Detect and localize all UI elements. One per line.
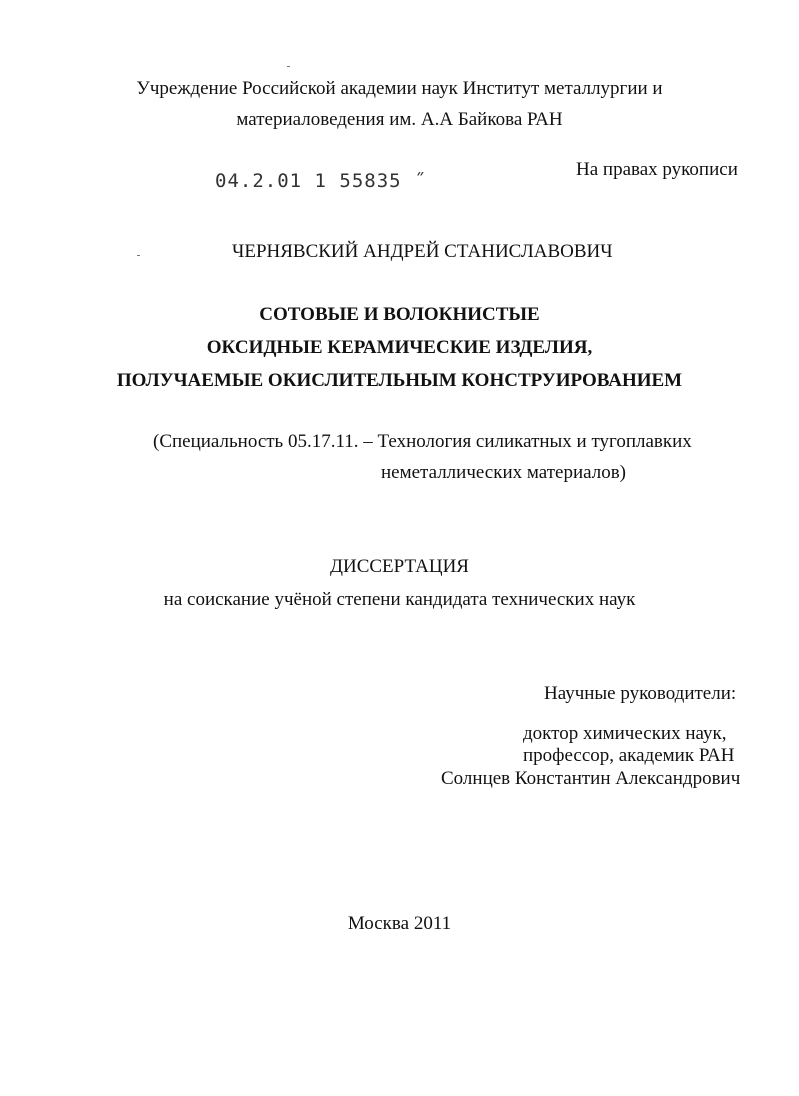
manuscript-rights-note: На правах рукописи: [576, 159, 738, 180]
specialty-line-1: (Специальность 05.17.11. – Технология силикатных и тугоплавких: [153, 431, 692, 452]
supervisor-degree: доктор химических наук,: [523, 723, 727, 744]
city-year: Москва 2011: [347, 913, 452, 934]
dissertation-title-line-2: ОКСИДНЫЕ КЕРАМИЧЕСКИЕ ИЗДЕЛИЯ,: [206, 337, 593, 358]
degree-statement: на соискание учёной степени кандидата технических наук: [163, 589, 636, 610]
institution-line-2: материаловедения им. А.А Байкова РАН: [236, 109, 563, 130]
registration-stamp: 04.2.01 1 55835 ˝: [215, 170, 427, 192]
author-name: ЧЕРНЯВСКИЙ АНДРЕЙ СТАНИСЛАВОВИЧ: [232, 241, 613, 262]
supervisor-name: Солнцев Константин Александрович: [441, 768, 741, 789]
supervisors-heading: Научные руководители:: [544, 683, 737, 704]
scan-speck: [137, 255, 140, 256]
institution-line-1: Учреждение Российской академии наук Институт металлургии и: [136, 78, 663, 99]
supervisor-position: профессор, академик РАН: [523, 745, 735, 766]
dissertation-title-line-3: ПОЛУЧАЕМЫЕ ОКИСЛИТЕЛЬНЫМ КОНСТРУИРОВАНИЕМ: [116, 370, 683, 391]
dissertation-title-line-1: СОТОВЫЕ И ВОЛОКНИСТЫЕ: [259, 304, 540, 325]
specialty-line-2: неметаллических материалов): [381, 462, 626, 483]
document-type: ДИССЕРТАЦИЯ: [330, 556, 469, 577]
scan-speck: [287, 66, 290, 67]
